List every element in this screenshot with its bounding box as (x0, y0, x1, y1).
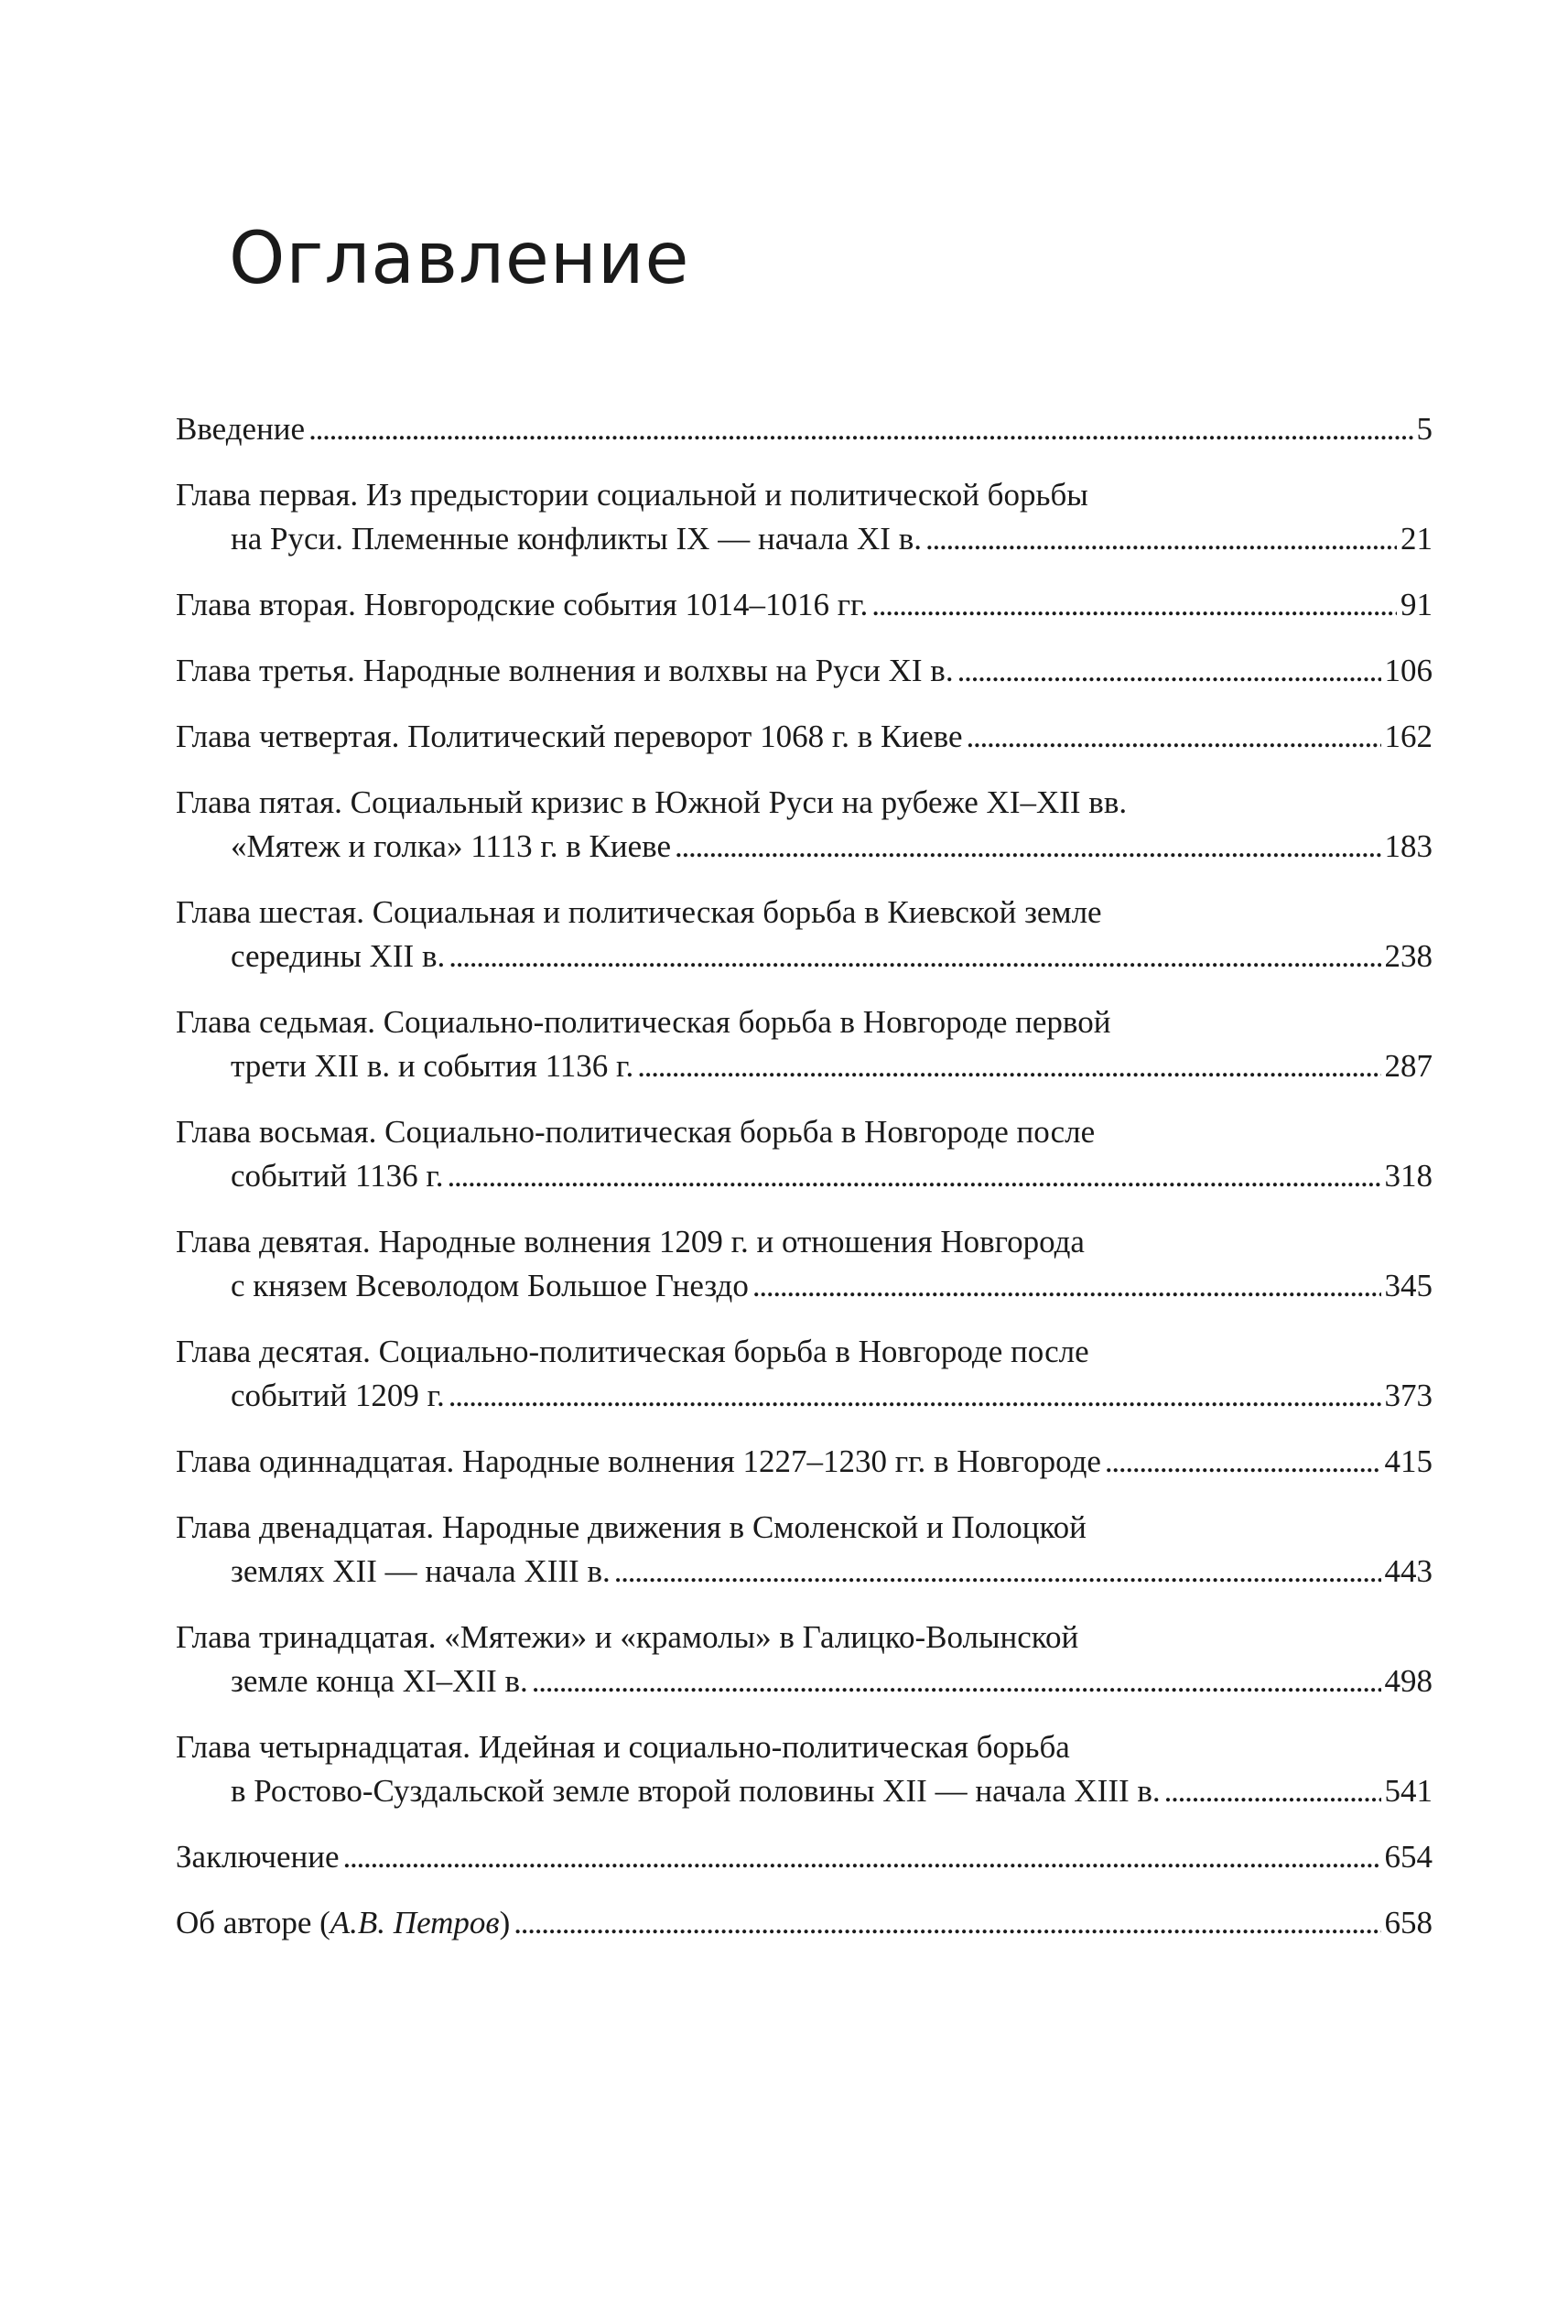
toc-entry-conclusion[interactable] (176, 1835, 1433, 1879)
toc-entry-title: Глава вторая. Новгородские события 1014–1016 гг. (176, 587, 869, 622)
toc-entry-title (176, 1901, 510, 1945)
toc-page-number: 287 (1384, 1048, 1433, 1084)
toc-entry-title-continuation: земле конца XI–XII в. (231, 1663, 528, 1699)
toc-entry-chapter-10[interactable] (176, 1330, 1433, 1418)
toc-page-number: 106 (1384, 653, 1433, 688)
toc-entry-title-continuation: событий 1136 г. (231, 1158, 444, 1194)
toc-entry-title: Глава пятая. Социальный кризис в Южной Руси на рубеже XI–XII вв. (176, 784, 1128, 820)
dot-leader (447, 1154, 1380, 1198)
toc-entry-chapter-3[interactable] (176, 649, 1433, 693)
dot-leader (967, 715, 1381, 759)
toc-page-number: 345 (1384, 1268, 1433, 1303)
toc-page-number: 21 (1400, 521, 1433, 557)
toc-entry-chapter-14[interactable] (176, 1725, 1433, 1813)
toc-entry-chapter-9[interactable] (176, 1220, 1433, 1308)
toc-entry-title: Глава шестая. Социальная и политическая борьба в Киевской земле (176, 894, 1102, 930)
toc-page-number: 498 (1384, 1663, 1433, 1699)
toc-entry-title-continuation: середины XII в. (231, 938, 446, 974)
about-suffix: ) (499, 1905, 511, 1940)
toc-entry-title-continuation: землях XII — начала XIII в. (231, 1553, 611, 1589)
toc-entry-title-continuation: в Ростово-Суздальской земле второй половины XII — начала XIII в. (231, 1773, 1161, 1809)
toc-page-number: 654 (1384, 1839, 1433, 1875)
toc-page-number: 91 (1400, 587, 1433, 622)
dot-leader (871, 583, 1397, 627)
toc-page-number: 541 (1384, 1773, 1433, 1809)
toc-page-number: 238 (1384, 938, 1433, 974)
author-name: А.В. Петров (330, 1905, 500, 1940)
toc-entry-title: Глава девятая. Народные волнения 1209 г. и отношения Новгорода (176, 1224, 1085, 1259)
toc-entry-chapter-8[interactable] (176, 1110, 1433, 1198)
toc-entry-chapter-1[interactable] (176, 473, 1433, 561)
dot-leader (614, 1550, 1381, 1594)
dot-leader (1105, 1440, 1381, 1484)
toc-entry-title: Глава одиннадцатая. Народные волнения 1227–1230 гг. в Новгороде (176, 1443, 1101, 1479)
toc-entry-title-continuation: с князем Всеволодом Большое Гнездо (231, 1268, 749, 1303)
toc-page-number: 183 (1384, 828, 1433, 864)
dot-leader (514, 1901, 1380, 1945)
dot-leader (532, 1659, 1381, 1703)
toc-entry-title: Глава четвертая. Политический переворот 1068 г. в Киеве (176, 719, 963, 754)
dot-leader (925, 517, 1397, 561)
toc-entry-title: Глава десятая. Социально-политическая борьба в Новгороде после (176, 1334, 1089, 1369)
toc-entry-chapter-2[interactable] (176, 583, 1433, 627)
toc-page-number: 658 (1384, 1905, 1433, 1940)
dot-leader (1164, 1769, 1381, 1813)
toc-entry-introduction[interactable] (176, 407, 1433, 451)
toc-page-number: 318 (1384, 1158, 1433, 1194)
toc-entry-chapter-12[interactable] (176, 1506, 1433, 1594)
toc-entry-title: Глава седьмая. Социально-политическая борьба в Новгороде первой (176, 1004, 1111, 1040)
toc-entry-title-continuation: на Руси. Племенные конфликты IX — начала XI в. (231, 521, 922, 557)
dot-leader (449, 1374, 1381, 1418)
toc-page-number: 162 (1384, 719, 1433, 754)
dot-leader (675, 825, 1380, 869)
dot-leader (957, 649, 1381, 693)
toc-entry-title: Заключение (176, 1839, 340, 1875)
about-prefix: Об авторе ( (176, 1905, 330, 1940)
table-of-contents (176, 407, 1433, 1967)
toc-entry-title: Глава восьмая. Социально-политическая борьба в Новгороде после (176, 1114, 1096, 1150)
toc-entry-title: Глава первая. Из предыстории социальной и политической борьбы (176, 477, 1088, 513)
toc-entry-title: Глава третья. Народные волнения и волхвы на Руси XI в. (176, 653, 954, 688)
dot-leader (308, 407, 1412, 451)
toc-entry-chapter-5[interactable] (176, 781, 1433, 869)
dot-leader (449, 935, 1380, 978)
toc-entry-chapter-11[interactable] (176, 1440, 1433, 1484)
toc-entry-title-continuation: «Мятеж и голка» 1113 г. в Киеве (231, 828, 672, 864)
toc-entry-title-continuation: событий 1209 г. (231, 1378, 445, 1413)
page-title: Оглавление (229, 218, 690, 300)
toc-entry-chapter-4[interactable] (176, 715, 1433, 759)
dot-leader (343, 1835, 1381, 1879)
toc-page-number: 5 (1416, 411, 1433, 447)
toc-entry-chapter-6[interactable] (176, 891, 1433, 978)
toc-entry-chapter-7[interactable] (176, 1000, 1433, 1088)
toc-page-number: 415 (1384, 1443, 1433, 1479)
toc-entry-title: Введение (176, 411, 306, 447)
toc-entry-about-author[interactable] (176, 1901, 1433, 1945)
toc-page-number: 443 (1384, 1553, 1433, 1589)
toc-entry-title: Глава тринадцатая. «Мятежи» и «крамолы» в Галицко-Волынской (176, 1619, 1079, 1655)
toc-entry-chapter-13[interactable] (176, 1616, 1433, 1703)
toc-entry-title: Глава четырнадцатая. Идейная и социально-политическая борьба (176, 1729, 1070, 1765)
dot-leader (637, 1044, 1380, 1088)
toc-page-number: 373 (1384, 1378, 1433, 1413)
dot-leader (752, 1264, 1381, 1308)
toc-entry-title-continuation: трети XII в. и события 1136 г. (231, 1048, 634, 1084)
toc-entry-title: Глава двенадцатая. Народные движения в Смоленской и Полоцкой (176, 1509, 1087, 1545)
